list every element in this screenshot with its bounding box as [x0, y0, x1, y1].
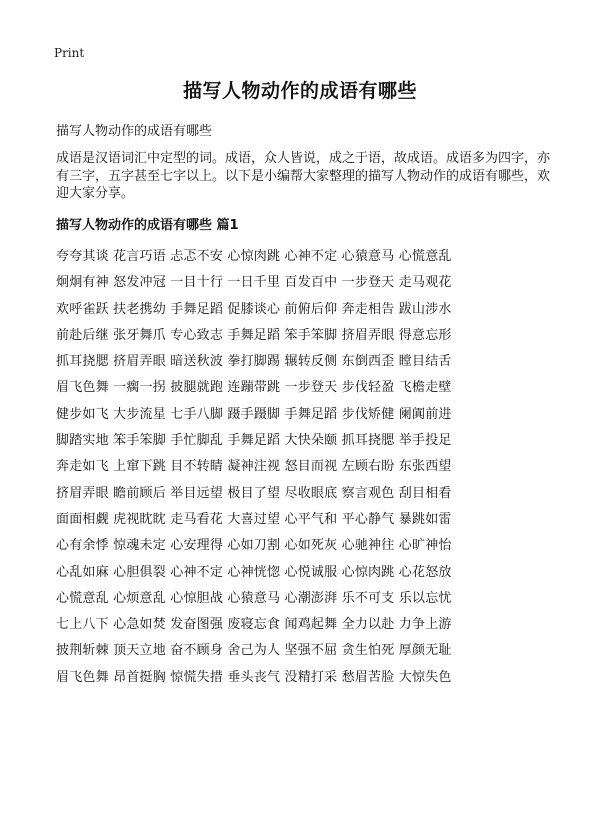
intro-paragraph: 成语是汉语词汇中定型的词。成语，众人皆说，成之于语，故成语。成语多为四字，亦有三字，五字甚至七字以上。以下是小编帮大家整理的描写人物动作的成语有哪些，欢迎大家分享。	[56, 151, 551, 201]
idiom-line: 心慌意乱 心烦意乱 心惊胆战 心猿意马 心潮澎湃 乐不可支 乐以忘忧	[56, 590, 452, 606]
article-subtitle: 描写人物动作的成语有哪些	[56, 124, 213, 139]
idiom-line: 面面相觑 虎视眈眈 走马看花 大喜过望 心平气和 平心静气 暴跳如雷	[56, 511, 452, 527]
idiom-line: 挤眉弄眼 瞻前顾后 举目远望 极目了望 尽收眼底 察言观色 刮目相看	[56, 485, 452, 501]
page-title: 描写人物动作的成语有哪些	[182, 80, 417, 102]
print-link[interactable]: Print	[54, 46, 85, 60]
idiom-line: 夸夸其谈 花言巧语 忐忑不安 心惊肉跳 心神不定 心猿意马 心慌意乱	[56, 249, 452, 264]
idiom-line: 心有余悸 惊魂未定 心安理得 心如刀割 心如死灰 心驰神往 心旷神怡	[56, 538, 452, 554]
idiom-line: 脚踏实地 笨手笨脚 手忙脚乱 手舞足蹈 大快朵颐 抓耳挠腮 举手投足	[56, 433, 452, 449]
idiom-line: 健步如飞 大步流星 七手八脚 蹑手蹑脚 手舞足蹈 步伐矫健 阑阗前进	[56, 406, 452, 422]
idiom-line: 眉飞色舞 一瘸一拐 披腿就跑 连蹦带跳 一步登天 步伐轻盈 飞檐走壁	[56, 380, 452, 396]
idiom-line: 七上八下 心急如焚 发奋图强 废寝忘食 闻鸡起舞 全力以赴 力争上游	[56, 617, 452, 633]
idiom-line: 欢呼雀跃 扶老携幼 手舞足蹈 促膝谈心 前俯后仰 奔走相告 跋山涉水	[56, 301, 452, 317]
idiom-line: 抓耳挠腮 挤眉弄眼 暗送秋波 拳打脚踢 辗转反侧 东倒西歪 瞠目结舌	[56, 354, 452, 370]
idiom-line: 眉飞色舞 昂首挺胸 惊慌失措 垂头丧气 没精打采 愁眉苦脸 大惊失色	[56, 669, 452, 685]
idiom-line: 奔走如飞 上窜下跳 目不转睛 凝神注视 怒目而视 左顾右盼 东张西望	[56, 459, 452, 475]
idiom-line: 前赴后继 张牙舞爪 专心致志 手舞足蹈 笨手笨脚 挤眉弄眼 得意忘形	[56, 327, 452, 343]
idiom-list	[56, 244, 576, 691]
idiom-line: 披荆斩棘 顶天立地 奋不顾身 舍己为人 坚强不屈 贪生怕死 厚颜无耻	[56, 643, 452, 659]
idiom-line: 炯炯有神 怒发冲冠 一目十行 一日千里 百发百中 一步登天 走马观花	[56, 275, 452, 291]
idiom-line: 心乱如麻 心胆俱裂 心神不定 心神恍惚 心悦诚服 心惊肉跳 心花怒放	[56, 564, 452, 580]
section-heading: 描写人物动作的成语有哪些 篇1	[56, 218, 239, 233]
